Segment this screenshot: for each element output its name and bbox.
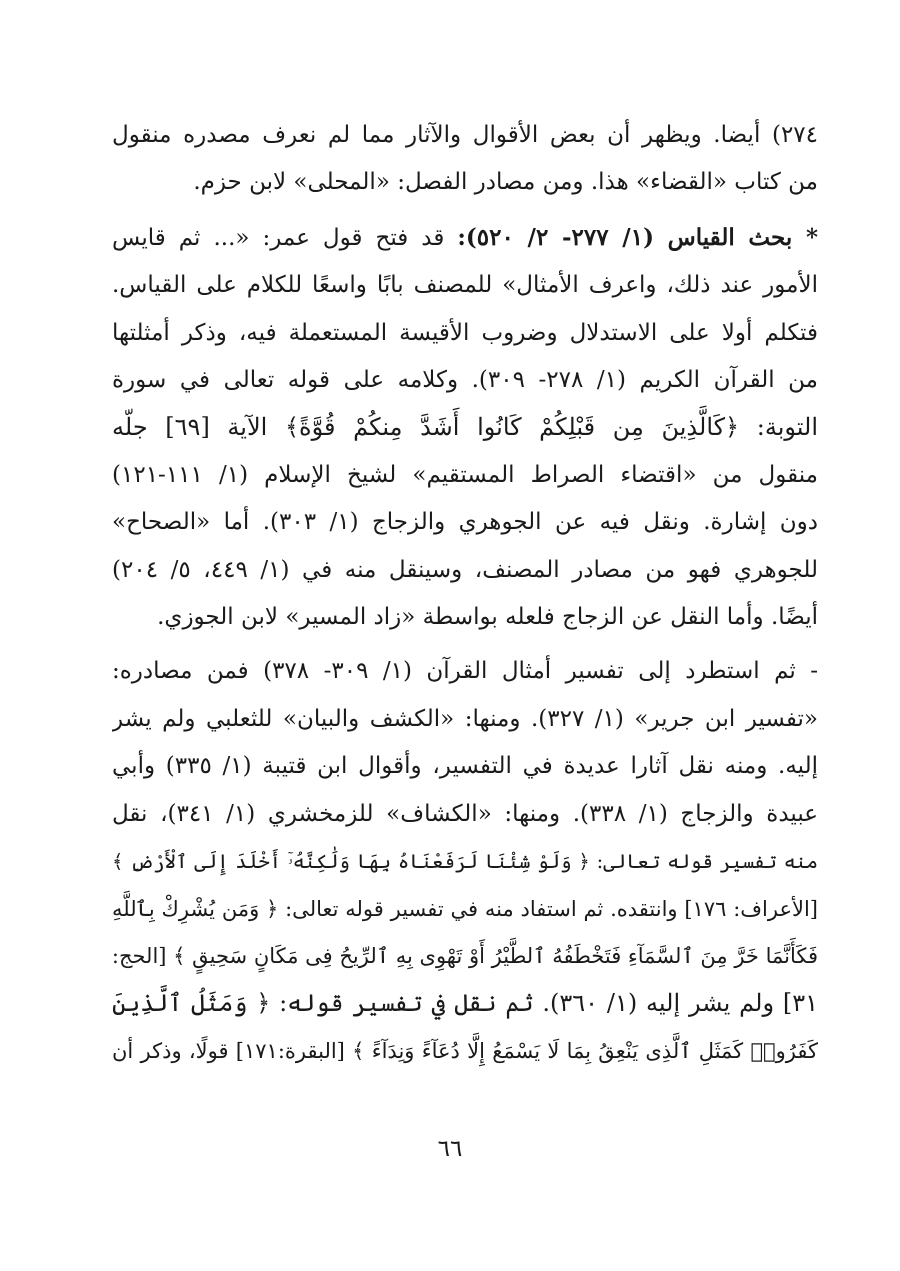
text-line: للجوهري فهو من مصادر المصنف، وسينقل منه في (١/ ٤٤٩، ٥/ ٢٠٤)	[112, 556, 818, 583]
text-line-quran: [الأعراف: ١٧٦] وانتقده. ثم استفاد منه في تفسير قوله تعالى: ﴿ وَمَن يُشْرِكْ بِٱللَّهِ	[112, 896, 818, 921]
paragraph-amthal	[112, 648, 818, 1075]
text-line: أيضًا. وأما النقل عن الزجاج فلعله بواسطة «زاد المسير» لابن الجوزي.	[157, 604, 818, 631]
text-line-quran: كَفَرُوا۟ كَمَثَلِ ٱلَّذِى يَنْعِقُ بِمَا لَا يَسْمَعُ إِلَّا دُعَآءً وَنِدَآءً ﴾ [البقرة:١٧١] قولًا، وذكر أن	[112, 1038, 818, 1063]
text-line: من كتاب «القضاء» هذا. ومن مصادر الفصل: «المحلى» لابن حزم.	[193, 169, 818, 196]
text-line: - ثم استطرد إلى تفسير أمثال القرآن (١/ ٣٠٩- ٣٧٨) فمن مصادره:	[112, 658, 818, 685]
text-line-quran: ٣١] ولم يشر إليه (١/ ٣٦٠). ثم نقل في تفسير قوله: ﴿ وَمَثَلُ ٱلَّذِينَ	[112, 989, 818, 1018]
paragraph-qiyas	[112, 214, 818, 642]
text-line: دون إشارة. ونقل فيه عن الجوهري والزجاج (١/ ٣٠٣). أما «الصحاح»	[112, 509, 818, 536]
text-line-quran: فَكَأَنَّمَا خَرَّ مِنَ ٱلسَّمَآءِ فَتَخْطَفُهُ ٱلطَّيْرُ أَوْ تَهْوِى بِهِ ٱلرِّيحُ فِى مَكَانٍ سَحِيقٍ ﴾ [الحج:	[112, 943, 818, 968]
text-line: قد فتح قول عمر: «... ثم قايس	[112, 224, 458, 251]
text-line: عبيدة والزجاج (١/ ٣٣٨). ومنها: «الكشاف» للزمخشري (١/ ٣٤١)، نقل	[112, 800, 818, 827]
text-line: «تفسير ابن جرير» (١/ ٣٢٧). ومنها: «الكشف والبيان» للثعلبي ولم يشر	[112, 705, 818, 732]
text-line: الأمور عند ذلك، واعرف الأمثال» للمصنف بابًا واسعًا للكلام على القياس.	[112, 272, 818, 299]
paragraph-sources-end	[112, 112, 818, 207]
text-line: فتكلم أولا على الاستدلال وضروب الأقيسة المستعملة فيه، وذكر أمثلتها	[112, 319, 818, 346]
text-line: من القرآن الكريم (١/ ٢٧٨- ٣٠٩). وكلامه على قوله تعالى في سورة	[112, 367, 818, 394]
text-line: ٢٧٤) أيضا. ويظهر أن بعض الأقوال والآثار مما لم نعرف مصدره منقول	[112, 122, 818, 148]
page-number: ٦٦	[437, 1136, 463, 1162]
text-line: منقول من «اقتضاء الصراط المستقيم» لشيخ الإسلام (١/ ١١١-١٢١)	[112, 461, 818, 488]
text-line: إليه. ومنه نقل آثارا عديدة في التفسير، وأقوال ابن قتيبة (١/ ٣٣٥) وأبي	[112, 753, 818, 780]
section-heading: * بحث القياس (١/ ٢٧٧- ٢/ ٥٢٠):	[457, 223, 818, 251]
text-line-quran: التوبة: ﴿كَالَّذِينَ مِن قَبْلِكُمْ كَانُوا أَشَدَّ مِنكُمْ قُوَّةً﴾ الآية [٦٩] جلّه	[112, 413, 818, 442]
text-line-with-heading	[112, 214, 818, 262]
text-line-quran: منه تفسير قوله تعالى: ﴿ وَلَوْ شِئْنَا لَرَفَعْنَاهُ بِهَا وَلَٰكِنَّهُۥٓ أَخْلَدَ إِلَى ٱلْأَرْضِ ﴾	[112, 850, 818, 874]
page-body	[112, 112, 818, 1075]
